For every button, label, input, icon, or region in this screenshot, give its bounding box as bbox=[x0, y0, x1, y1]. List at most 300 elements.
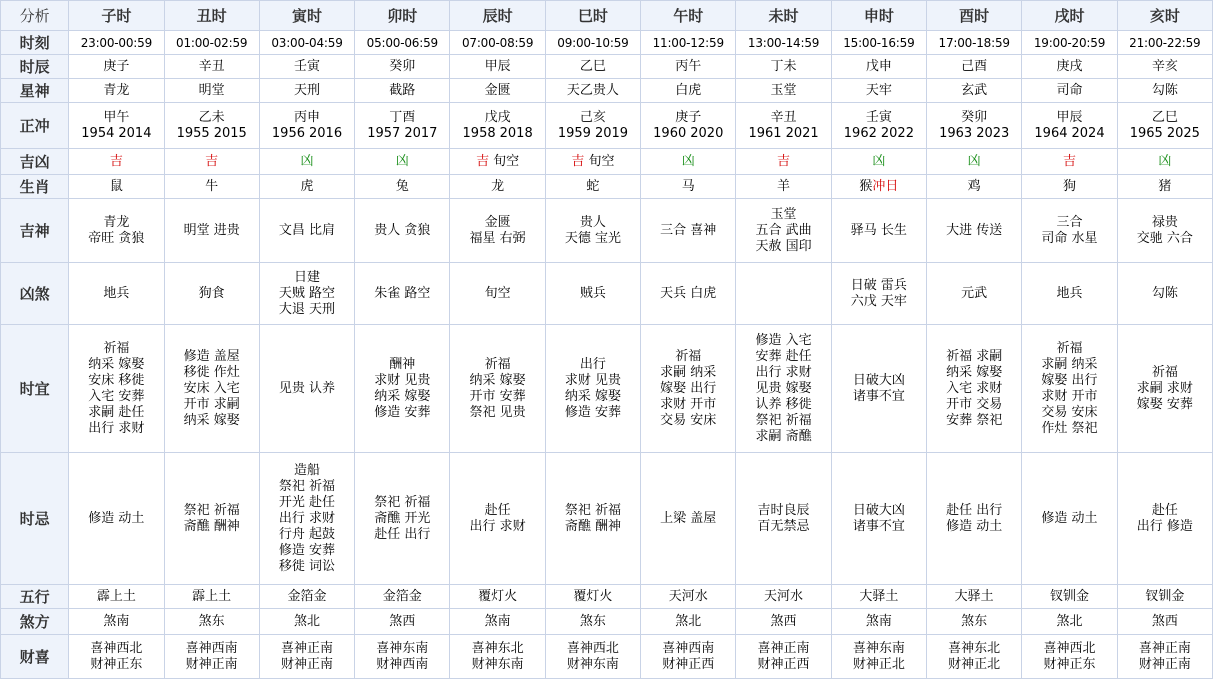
suitable-activities-line: 纳采 嫁娶 bbox=[564, 388, 621, 404]
time-range-cell: 05:00-06:59 bbox=[355, 31, 450, 55]
clash-ganzhi: 甲午 bbox=[103, 109, 130, 125]
avoid-activities-cell bbox=[641, 453, 736, 585]
hour-branch-cell: 壬寅 bbox=[259, 55, 354, 79]
evil-direction-cell: 煞北 bbox=[641, 609, 736, 635]
suitable-activities-line: 祈福 求嗣 bbox=[946, 348, 1003, 364]
row-hour-name bbox=[1, 1, 1213, 31]
hour-name-cell: 巳时 bbox=[545, 1, 640, 31]
clash-day-tag: 冲日 bbox=[872, 178, 899, 194]
suitable-activities-line: 祈福 bbox=[675, 348, 702, 364]
wealth-joy-cell bbox=[259, 635, 354, 679]
joy-god: 喜神东南 bbox=[852, 640, 905, 656]
suitable-activities-line: 安床 入宅 bbox=[183, 380, 240, 396]
lucky-gods-line: 文昌 比肩 bbox=[278, 222, 336, 238]
lucky-gods-cell bbox=[831, 199, 926, 263]
auspice-cell bbox=[927, 149, 1022, 175]
evil-spirits-line: 日建 bbox=[293, 269, 320, 285]
clash-years bbox=[165, 126, 259, 142]
wealth-god: 财神正北 bbox=[852, 656, 905, 672]
five-element-cell: 天河水 bbox=[736, 585, 831, 609]
auspice-cell bbox=[1022, 149, 1117, 175]
wealth-joy-cell bbox=[450, 635, 545, 679]
wealth-god: 财神东南 bbox=[471, 656, 524, 672]
clash-years bbox=[355, 126, 449, 142]
avoid-activities-cell bbox=[450, 453, 545, 585]
suitable-activities-line: 求财 见贵 bbox=[564, 372, 621, 388]
time-range-cell: 03:00-04:59 bbox=[259, 31, 354, 55]
suitable-activities-line: 修造 盖屋 bbox=[183, 348, 240, 364]
clash-cell bbox=[450, 103, 545, 149]
clash-cell bbox=[736, 103, 831, 149]
row-label-evil-direction: 煞方 bbox=[1, 609, 69, 635]
clash-ganzhi: 庚子 bbox=[675, 109, 702, 125]
zodiac-animal: 马 bbox=[681, 178, 695, 194]
lucky-gods-line: 福星 右弼 bbox=[469, 230, 526, 246]
suitable-activities-line: 祈福 bbox=[484, 356, 511, 372]
zodiac-cell bbox=[927, 175, 1022, 199]
lucky-gods-cell bbox=[1022, 199, 1117, 263]
avoid-activities-line: 修造 动土 bbox=[88, 510, 145, 526]
zodiac-animal: 羊 bbox=[777, 178, 791, 194]
clash-years bbox=[1022, 126, 1116, 142]
evil-spirits-line: 元武 bbox=[961, 285, 988, 301]
five-element-cell: 覆灯火 bbox=[450, 585, 545, 609]
zodiac-animal: 狗 bbox=[1062, 178, 1076, 194]
avoid-activities-cell bbox=[164, 453, 259, 585]
evil-spirits-line: 地兵 bbox=[1056, 285, 1083, 301]
avoid-activities-line: 修造 动土 bbox=[946, 518, 1003, 534]
lucky-gods-cell bbox=[450, 199, 545, 263]
evil-direction-cell: 煞南 bbox=[831, 609, 926, 635]
suitable-activities-cell bbox=[69, 325, 164, 453]
clash-year: 1960 bbox=[653, 125, 687, 141]
avoid-activities-line: 百无禁忌 bbox=[757, 518, 810, 534]
time-range-cell: 09:00-10:59 bbox=[545, 31, 640, 55]
hour-branch-cell: 丙午 bbox=[641, 55, 736, 79]
zodiac-animal: 鼠 bbox=[109, 178, 123, 194]
avoid-activities-line: 行舟 起鼓 bbox=[278, 526, 336, 542]
zodiac-cell bbox=[450, 175, 545, 199]
avoid-activities-line: 赴任 bbox=[484, 502, 511, 518]
avoid-activities-line: 吉时良辰 bbox=[757, 502, 810, 518]
clash-year: 2021 bbox=[785, 125, 819, 141]
five-element-cell: 覆灯火 bbox=[545, 585, 640, 609]
star-god-cell: 天牢 bbox=[831, 79, 926, 103]
lucky-gods-cell bbox=[164, 199, 259, 263]
auspicious-mark: 吉 bbox=[476, 153, 490, 169]
suitable-activities-line: 交易 安床 bbox=[1041, 404, 1098, 420]
hour-name-cell: 午时 bbox=[641, 1, 736, 31]
row-time-range bbox=[1, 31, 1213, 55]
suitable-activities-line: 嫁娶 安葬 bbox=[1136, 396, 1193, 412]
suitable-activities-line: 祭祀 祈福 bbox=[755, 412, 812, 428]
lucky-gods-cell bbox=[69, 199, 164, 263]
clash-cell bbox=[69, 103, 164, 149]
evil-spirits-line: 狗食 bbox=[198, 285, 225, 301]
avoid-activities-line: 修造 动土 bbox=[1041, 510, 1098, 526]
clash-year: 2016 bbox=[309, 125, 343, 141]
star-god-cell: 明堂 bbox=[164, 79, 259, 103]
suitable-activities-line: 酬神 bbox=[389, 356, 416, 372]
auspicious-mark: 吉 bbox=[109, 153, 123, 169]
avoid-activities-line: 赴任 出行 bbox=[374, 526, 431, 542]
avoid-activities-cell bbox=[927, 453, 1022, 585]
avoid-activities-line: 开光 赴任 bbox=[278, 494, 336, 510]
hour-branch-cell: 庚子 bbox=[69, 55, 164, 79]
lucky-gods-line: 司命 水星 bbox=[1041, 230, 1098, 246]
row-label-time-range: 时刻 bbox=[1, 31, 69, 55]
hour-branch-cell: 己酉 bbox=[927, 55, 1022, 79]
auspice-cell bbox=[545, 149, 640, 175]
clash-year: 2015 bbox=[213, 125, 247, 141]
suitable-activities-line: 修造 安葬 bbox=[374, 404, 431, 420]
suitable-activities-cell bbox=[641, 325, 736, 453]
zodiac-animal: 猴 bbox=[859, 178, 873, 194]
clash-years bbox=[832, 126, 926, 142]
inauspicious-mark: 凶 bbox=[1158, 153, 1172, 169]
hour-branch-cell: 癸卯 bbox=[355, 55, 450, 79]
five-element-cell: 霹上土 bbox=[69, 585, 164, 609]
avoid-activities-line: 斋醮 酬神 bbox=[564, 518, 621, 534]
clash-ganzhi: 乙未 bbox=[198, 109, 225, 125]
hour-name-cell: 寅时 bbox=[259, 1, 354, 31]
avoid-activities-line: 日破大凶 bbox=[852, 502, 905, 518]
suitable-activities-line: 开市 安葬 bbox=[469, 388, 526, 404]
evil-spirits-line: 日破 雷兵 bbox=[850, 277, 907, 293]
auspicious-mark: 吉 bbox=[205, 153, 219, 169]
row-label-hour-name: 分析 bbox=[1, 1, 69, 31]
avoid-activities-cell bbox=[355, 453, 450, 585]
wealth-joy-cell bbox=[831, 635, 926, 679]
inauspicious-mark: 凶 bbox=[681, 153, 695, 169]
hour-name-cell: 申时 bbox=[831, 1, 926, 31]
clash-cell bbox=[641, 103, 736, 149]
star-god-cell: 青龙 bbox=[69, 79, 164, 103]
auspice-note: 旬空 bbox=[588, 153, 615, 169]
suitable-activities-line: 纳采 嫁娶 bbox=[374, 388, 431, 404]
evil-spirits-cell bbox=[69, 263, 164, 325]
clash-ganzhi: 辛丑 bbox=[770, 109, 797, 125]
clash-cell bbox=[164, 103, 259, 149]
suitable-activities-line: 入宅 求财 bbox=[946, 380, 1003, 396]
suitable-activities-line: 认养 移徙 bbox=[755, 396, 812, 412]
suitable-activities-line: 修造 安葬 bbox=[564, 404, 621, 420]
clash-ganzhi: 壬寅 bbox=[865, 109, 892, 125]
evil-spirits-line: 贼兵 bbox=[579, 285, 606, 301]
evil-spirits-line: 地兵 bbox=[103, 285, 130, 301]
lucky-gods-line: 交驰 六合 bbox=[1136, 230, 1193, 246]
row-label-zodiac: 生肖 bbox=[1, 175, 69, 199]
wealth-god: 财神正东 bbox=[1043, 656, 1096, 672]
evil-spirits-cell bbox=[450, 263, 545, 325]
evil-spirits-cell bbox=[1117, 263, 1212, 325]
zodiac-animal: 蛇 bbox=[586, 178, 600, 194]
avoid-activities-line: 祭祀 祈福 bbox=[183, 502, 240, 518]
row-label-evil-spirits: 凶煞 bbox=[1, 263, 69, 325]
evil-spirits-cell bbox=[641, 263, 736, 325]
avoid-activities-cell bbox=[259, 453, 354, 585]
suitable-activities-line: 纳采 嫁娶 bbox=[469, 372, 526, 388]
hour-name-cell: 未时 bbox=[736, 1, 831, 31]
suitable-activities-line: 作灶 祭祀 bbox=[1041, 420, 1098, 436]
wealth-god: 财神正南 bbox=[185, 656, 238, 672]
suitable-activities-line: 求财 开市 bbox=[1041, 388, 1098, 404]
clash-ganzhi: 丁酉 bbox=[389, 109, 416, 125]
zodiac-cell bbox=[259, 175, 354, 199]
hour-name-cell: 亥时 bbox=[1117, 1, 1212, 31]
zodiac-cell bbox=[545, 175, 640, 199]
row-label-suitable-activities: 时宜 bbox=[1, 325, 69, 453]
clash-year: 1957 bbox=[367, 125, 401, 141]
lucky-gods-line: 大进 传送 bbox=[946, 222, 1003, 238]
clash-year: 1958 bbox=[462, 125, 496, 141]
clash-year: 2018 bbox=[499, 125, 533, 141]
wealth-joy-cell bbox=[641, 635, 736, 679]
clash-cell bbox=[831, 103, 926, 149]
evil-spirits-cell bbox=[736, 263, 831, 325]
suitable-activities-line: 移徙 作灶 bbox=[183, 364, 240, 380]
suitable-activities-cell bbox=[736, 325, 831, 453]
auspice-cell bbox=[69, 149, 164, 175]
row-auspice bbox=[1, 149, 1213, 175]
lucky-gods-line: 贵人 bbox=[579, 214, 606, 230]
hour-branch-cell: 甲辰 bbox=[450, 55, 545, 79]
evil-spirits-cell bbox=[927, 263, 1022, 325]
suitable-activities-line: 求财 见贵 bbox=[374, 372, 431, 388]
suitable-activities-line: 开市 求嗣 bbox=[183, 396, 240, 412]
suitable-activities-line: 嫁娶 出行 bbox=[1041, 372, 1098, 388]
avoid-activities-line: 造船 bbox=[293, 462, 320, 478]
row-label-star-god: 星神 bbox=[1, 79, 69, 103]
five-element-cell: 钗钏金 bbox=[1022, 585, 1117, 609]
inauspicious-mark: 凶 bbox=[872, 153, 886, 169]
evil-spirits-cell bbox=[831, 263, 926, 325]
star-god-cell: 司命 bbox=[1022, 79, 1117, 103]
clash-ganzhi: 戊戌 bbox=[484, 109, 511, 125]
suitable-activities-line: 出行 bbox=[579, 356, 606, 372]
suitable-activities-line: 开市 交易 bbox=[946, 396, 1003, 412]
lucky-gods-line: 帝旺 贪狼 bbox=[88, 230, 145, 246]
joy-god: 喜神东北 bbox=[471, 640, 524, 656]
star-god-cell: 天刑 bbox=[259, 79, 354, 103]
joy-god: 喜神正南 bbox=[1138, 640, 1191, 656]
row-clash bbox=[1, 103, 1213, 149]
hour-branch-cell: 辛丑 bbox=[164, 55, 259, 79]
avoid-activities-line: 祭祀 祈福 bbox=[564, 502, 621, 518]
suitable-activities-line: 见贵 嫁娶 bbox=[755, 380, 812, 396]
zodiac-animal: 鸡 bbox=[967, 178, 981, 194]
row-label-five-element: 五行 bbox=[1, 585, 69, 609]
wealth-god: 财神正东 bbox=[90, 656, 143, 672]
hour-branch-cell: 戊申 bbox=[831, 55, 926, 79]
row-label-wealth-joy: 财喜 bbox=[1, 635, 69, 679]
avoid-activities-line: 移徙 词讼 bbox=[278, 558, 336, 574]
auspice-cell bbox=[736, 149, 831, 175]
lucky-gods-line: 禄贵 bbox=[1151, 214, 1178, 230]
star-god-cell: 玄武 bbox=[927, 79, 1022, 103]
suitable-activities-line: 见贵 认养 bbox=[278, 380, 336, 396]
hour-name-cell: 子时 bbox=[69, 1, 164, 31]
row-avoid-activities bbox=[1, 453, 1213, 585]
clash-years bbox=[927, 126, 1021, 142]
lucky-gods-cell bbox=[1117, 199, 1212, 263]
clash-year: 2023 bbox=[976, 125, 1010, 141]
star-god-cell: 截路 bbox=[355, 79, 450, 103]
avoid-activities-line: 出行 求财 bbox=[469, 518, 526, 534]
lucky-gods-line: 玉堂 bbox=[770, 206, 797, 222]
evil-spirits-cell bbox=[259, 263, 354, 325]
suitable-activities-line: 安葬 赴任 bbox=[755, 348, 812, 364]
clash-ganzhi: 癸卯 bbox=[961, 109, 988, 125]
evil-spirits-cell bbox=[164, 263, 259, 325]
avoid-activities-cell bbox=[1117, 453, 1212, 585]
suitable-activities-line: 纳采 嫁娶 bbox=[183, 412, 240, 428]
avoid-activities-line: 祭祀 祈福 bbox=[374, 494, 431, 510]
suitable-activities-cell bbox=[545, 325, 640, 453]
evil-spirits-line: 六戊 天牢 bbox=[850, 293, 907, 309]
wealth-joy-cell bbox=[927, 635, 1022, 679]
wealth-joy-cell bbox=[1022, 635, 1117, 679]
auspicious-mark: 吉 bbox=[571, 153, 585, 169]
row-label-clash: 正冲 bbox=[1, 103, 69, 149]
avoid-activities-cell bbox=[69, 453, 164, 585]
clash-year: 1955 bbox=[176, 125, 210, 141]
avoid-activities-line: 斋醮 开光 bbox=[374, 510, 431, 526]
clash-year: 1959 bbox=[557, 125, 591, 141]
zodiac-animal: 兔 bbox=[395, 178, 409, 194]
clash-cell bbox=[259, 103, 354, 149]
clash-cell bbox=[1022, 103, 1117, 149]
evil-direction-cell: 煞北 bbox=[259, 609, 354, 635]
zodiac-cell bbox=[831, 175, 926, 199]
avoid-activities-line: 出行 修造 bbox=[1136, 518, 1193, 534]
evil-direction-cell: 煞西 bbox=[1117, 609, 1212, 635]
suitable-activities-line: 纳采 嫁娶 bbox=[88, 356, 145, 372]
time-range-cell: 15:00-16:59 bbox=[831, 31, 926, 55]
lucky-gods-cell bbox=[545, 199, 640, 263]
row-suitable-activities bbox=[1, 325, 1213, 453]
suitable-activities-cell bbox=[1022, 325, 1117, 453]
suitable-activities-cell bbox=[259, 325, 354, 453]
auspicious-mark: 吉 bbox=[1062, 153, 1076, 169]
auspice-cell bbox=[259, 149, 354, 175]
evil-spirits-line: 大退 天刑 bbox=[278, 301, 336, 317]
avoid-activities-line: 赴任 出行 bbox=[946, 502, 1003, 518]
auspice-cell bbox=[450, 149, 545, 175]
clash-years bbox=[260, 126, 354, 142]
auspice-cell bbox=[831, 149, 926, 175]
inauspicious-mark: 凶 bbox=[395, 153, 409, 169]
wealth-joy-cell bbox=[736, 635, 831, 679]
time-range-cell: 17:00-18:59 bbox=[927, 31, 1022, 55]
lucky-gods-line: 三合 喜神 bbox=[660, 222, 717, 238]
evil-spirits-line: 旬空 bbox=[484, 285, 511, 301]
row-lucky-gods bbox=[1, 199, 1213, 263]
clash-year: 1954 bbox=[81, 125, 115, 141]
wealth-god: 财神正西 bbox=[757, 656, 810, 672]
row-label-avoid-activities: 时忌 bbox=[1, 453, 69, 585]
auspice-note: 旬空 bbox=[493, 153, 520, 169]
zodiac-cell bbox=[736, 175, 831, 199]
evil-spirits-cell bbox=[545, 263, 640, 325]
suitable-activities-cell bbox=[927, 325, 1022, 453]
lucky-gods-line: 五合 武曲 bbox=[755, 222, 812, 238]
inauspicious-mark: 凶 bbox=[967, 153, 981, 169]
zodiac-cell bbox=[641, 175, 736, 199]
row-wealth-joy bbox=[1, 635, 1213, 679]
clash-ganzhi: 乙巳 bbox=[1151, 109, 1178, 125]
suitable-activities-cell bbox=[355, 325, 450, 453]
wealth-god: 财神正南 bbox=[280, 656, 333, 672]
row-label-lucky-gods: 吉神 bbox=[1, 199, 69, 263]
suitable-activities-line: 祈福 bbox=[1056, 340, 1083, 356]
clash-years bbox=[546, 126, 640, 142]
suitable-activities-line: 求嗣 求财 bbox=[1136, 380, 1193, 396]
joy-god: 喜神东南 bbox=[376, 640, 429, 656]
time-range-cell: 07:00-08:59 bbox=[450, 31, 545, 55]
time-range-cell: 01:00-02:59 bbox=[164, 31, 259, 55]
lucky-gods-cell bbox=[641, 199, 736, 263]
clash-ganzhi: 己亥 bbox=[579, 109, 606, 125]
row-hour-branch bbox=[1, 55, 1213, 79]
auspice-cell bbox=[641, 149, 736, 175]
suitable-activities-line: 安床 移徙 bbox=[88, 372, 145, 388]
hour-name-cell: 丑时 bbox=[164, 1, 259, 31]
suitable-activities-line: 求嗣 赴任 bbox=[88, 404, 145, 420]
five-element-cell: 钗钏金 bbox=[1117, 585, 1212, 609]
avoid-activities-cell bbox=[1022, 453, 1117, 585]
avoid-activities-line: 祭祀 祈福 bbox=[278, 478, 336, 494]
wealth-god: 财神正西 bbox=[662, 656, 715, 672]
five-element-cell: 大驿土 bbox=[831, 585, 926, 609]
wealth-joy-cell bbox=[69, 635, 164, 679]
star-god-cell: 玉堂 bbox=[736, 79, 831, 103]
row-zodiac bbox=[1, 175, 1213, 199]
lucky-gods-line: 天德 宝光 bbox=[564, 230, 621, 246]
hour-name-cell: 戌时 bbox=[1022, 1, 1117, 31]
suitable-activities-cell bbox=[164, 325, 259, 453]
row-five-element bbox=[1, 585, 1213, 609]
clash-year: 2024 bbox=[1071, 125, 1105, 141]
suitable-activities-line: 出行 求财 bbox=[755, 364, 812, 380]
clash-cell bbox=[927, 103, 1022, 149]
row-evil-direction bbox=[1, 609, 1213, 635]
wealth-god: 财神西南 bbox=[376, 656, 429, 672]
lucky-gods-line: 贵人 贪狼 bbox=[374, 222, 431, 238]
joy-god: 喜神西北 bbox=[90, 640, 143, 656]
time-range-cell: 11:00-12:59 bbox=[641, 31, 736, 55]
clash-ganzhi: 甲辰 bbox=[1056, 109, 1083, 125]
zodiac-cell bbox=[355, 175, 450, 199]
suitable-activities-cell bbox=[450, 325, 545, 453]
clash-ganzhi: 丙申 bbox=[293, 109, 320, 125]
zodiac-cell bbox=[164, 175, 259, 199]
clash-year: 1965 bbox=[1129, 125, 1163, 141]
zodiac-cell bbox=[1022, 175, 1117, 199]
wealth-god: 财神正北 bbox=[948, 656, 1001, 672]
suitable-activities-line: 祭祀 见贵 bbox=[469, 404, 526, 420]
suitable-activities-cell bbox=[1117, 325, 1212, 453]
suitable-activities-line: 交易 安床 bbox=[660, 412, 717, 428]
avoid-activities-line: 斋醮 酬神 bbox=[183, 518, 240, 534]
inauspicious-mark: 凶 bbox=[300, 153, 314, 169]
lucky-gods-line: 天赦 国印 bbox=[755, 238, 812, 254]
evil-direction-cell: 煞西 bbox=[355, 609, 450, 635]
auspicious-mark: 吉 bbox=[777, 153, 791, 169]
five-element-cell: 金箔金 bbox=[355, 585, 450, 609]
suitable-activities-line: 纳采 嫁娶 bbox=[946, 364, 1003, 380]
clash-years bbox=[736, 126, 830, 142]
